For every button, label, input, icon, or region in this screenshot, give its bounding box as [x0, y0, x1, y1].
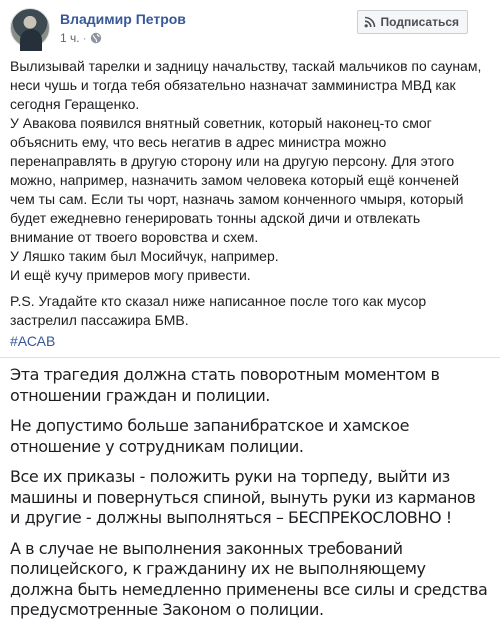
post-meta [60, 31, 102, 45]
post-line: У Ляшко таким был Мосийчук, например. [10, 248, 279, 264]
post-line: чем ты сам. Если ты чорт, назначь замом конченного чмыря, который [10, 191, 464, 207]
shared-screenshot [0, 357, 500, 619]
avatar[interactable] [10, 8, 50, 48]
rss-icon [364, 16, 376, 28]
post-line: можно, например, назначить замом человека который ещё конченей [10, 172, 459, 188]
post-line: неси чушь и тогда тебя обязательно назначат замминистра МВД как [10, 77, 456, 93]
post-time[interactable]: 1 ч. [60, 31, 80, 45]
post-line: будет ежедневно генерировать тонны адской дичи и отвлекать [10, 210, 421, 226]
post-header [10, 8, 490, 50]
post-line: И ещё кучу примеров могу привести. [10, 267, 251, 283]
globe-icon[interactable] [90, 32, 102, 44]
shared-paragraph: Все их приказы - положить руки на торпеду, выйти из машины и повернуться спиной, вынуть руки из карманов и другие - должны выполняться – БЕСПРЕКОСЛОВНО ! [10, 467, 476, 527]
post-line: сегодня Геращенко. [10, 96, 140, 112]
shared-paragraph: Эта трагедия должна стать поворотным моментом в отношении граждан и полиции. [10, 365, 440, 405]
post-text [10, 57, 488, 330]
post-line: внимание от твоего воровства и схем. [10, 229, 259, 245]
meta-separator: · [82, 31, 87, 45]
subscribe-label: Подписаться [380, 15, 459, 29]
shared-paragraph: Не допустимо больше запанибратское и хамское отношение у сотрудникам полиции. [10, 416, 409, 456]
author-name[interactable]: Владимир Петров [60, 11, 186, 27]
post-line: У Авакова появился внятный советник, который наконец-то смог [10, 115, 432, 131]
ps-line: P.S. Угадайте кто сказал ниже написанное после того как мусор [10, 293, 427, 309]
post-line: Вылизывай тарелки и задницу начальству, таскай мальчиков по саунам, [10, 58, 482, 74]
shared-paragraph: А в случае не выполнения законных требований полицейского, к гражданину их не выполняющему должна быть немедленно применены все силы и средства предусмотренные Законом о полиции. [10, 538, 488, 619]
post-line: объяснить ему, что весь негатив в адрес министра можно [10, 134, 387, 150]
post-line: перенаправлять в другую сторону или на другую персону. Для этого [10, 153, 455, 169]
ps-line: застрелил пассажира БМВ. [10, 312, 189, 328]
avatar-figure [20, 29, 42, 51]
shared-text [10, 365, 488, 631]
subscribe-button[interactable] [357, 10, 468, 34]
hashtag-link[interactable]: #АСАВ [10, 333, 56, 349]
